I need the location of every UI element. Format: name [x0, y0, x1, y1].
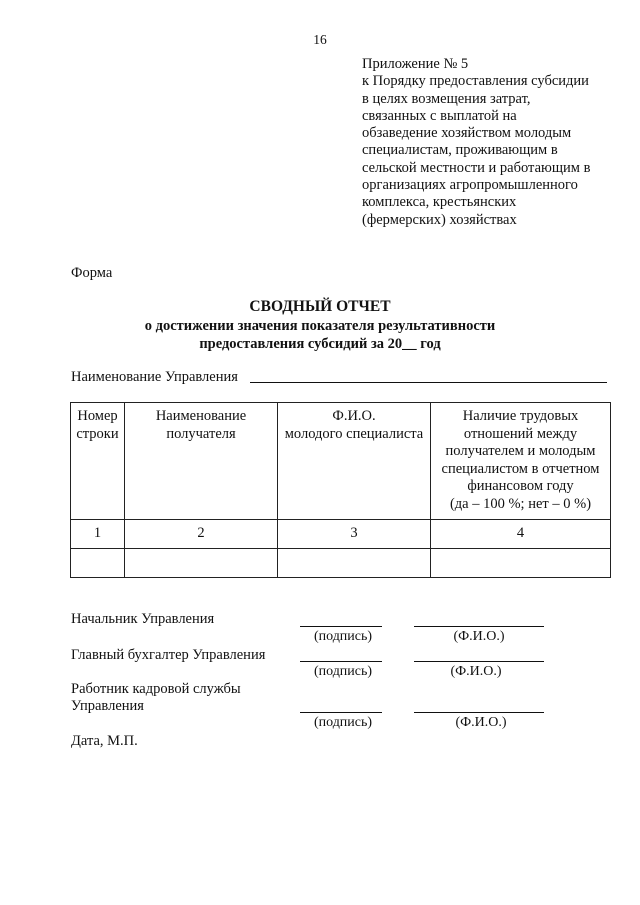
signature-line-head[interactable]: [300, 626, 382, 627]
header-specialist-name: [278, 403, 431, 520]
header-text: молодого специалиста: [284, 425, 424, 442]
table-number-row: [71, 520, 611, 549]
header-text: получателя: [166, 425, 236, 442]
appendix-line: связанных с выплатой на: [362, 107, 517, 124]
header-text: получателем и молодым: [445, 443, 596, 459]
appendix-line: к Порядку предоставления субсидии: [362, 73, 589, 90]
table-cell[interactable]: [71, 549, 125, 578]
appendix-line: комплекса, крестьянских: [362, 194, 517, 211]
column-number: 1: [71, 520, 125, 549]
table-header-row: [71, 403, 611, 520]
name-caption: (Ф.И.О.): [455, 715, 507, 730]
name-line-accountant[interactable]: [414, 661, 544, 662]
header-recipient: [125, 403, 278, 520]
appendix-line: (фермерских) хозяйствах: [362, 211, 517, 228]
appendix-note: [362, 56, 622, 229]
name-line-head[interactable]: [414, 626, 544, 627]
report-subtitle-line1: о достижении значения показателя результативности: [144, 318, 496, 334]
appendix-line: Приложение № 5: [362, 56, 469, 72]
report-table: [70, 402, 611, 578]
appendix-line: организациях агропромышленного: [362, 177, 578, 194]
header-employment: [431, 403, 611, 520]
signature-caption: (подпись): [313, 715, 373, 730]
signature-line-accountant[interactable]: [300, 661, 382, 662]
table-row: [71, 549, 611, 578]
column-number: 2: [125, 520, 278, 549]
header-text: специалистом в отчетном: [441, 460, 600, 477]
table-cell[interactable]: [431, 549, 611, 578]
date-stamp-label: Дата, М.П.: [71, 733, 138, 749]
name-caption: (Ф.И.О.): [450, 664, 502, 679]
header-text: отношений между: [463, 425, 578, 442]
appendix-line: сельской местности и работающим в: [362, 159, 591, 176]
column-number: 3: [278, 520, 431, 549]
signer-hr-label-line1: Работник кадровой службы: [71, 681, 241, 697]
header-text: (да – 100 %; нет – 0 %): [449, 495, 592, 512]
appendix-line: в целях возмещения затрат,: [362, 90, 531, 107]
header-text: Ф.И.О.: [332, 408, 376, 424]
form-label: Форма: [71, 265, 113, 281]
appendix-line: специалистам, проживающим в: [362, 142, 558, 159]
header-row-number: [71, 403, 125, 520]
header-text: финансовом году: [467, 478, 574, 494]
signer-accountant-label: Главный бухгалтер Управления: [71, 647, 266, 663]
column-number: 4: [431, 520, 611, 549]
signature-line-hr[interactable]: [300, 712, 382, 713]
table-cell[interactable]: [125, 549, 278, 578]
signer-head-label: Начальник Управления: [71, 611, 215, 627]
appendix-line: обзаведение хозяйством молодым: [362, 125, 572, 142]
signature-caption: (подпись): [313, 664, 373, 679]
management-name-label: Наименование Управления: [71, 369, 238, 385]
table-cell[interactable]: [278, 549, 431, 578]
header-text: Номер: [77, 408, 118, 424]
report-subtitle-line2: предоставления субсидий за 20__ год: [199, 336, 441, 352]
name-caption: (Ф.И.О.): [453, 629, 505, 644]
report-title: СВОДНЫЙ ОТЧЕТ: [249, 298, 391, 315]
signature-caption: (подпись): [313, 629, 373, 644]
name-line-hr[interactable]: [414, 712, 544, 713]
header-text: Наименование: [155, 408, 247, 424]
page-number: 16: [313, 32, 327, 47]
signer-hr-label-line2: Управления: [71, 698, 144, 714]
header-text: строки: [76, 425, 119, 442]
header-text: Наличие трудовых: [462, 408, 579, 424]
management-name-field[interactable]: [250, 382, 607, 383]
